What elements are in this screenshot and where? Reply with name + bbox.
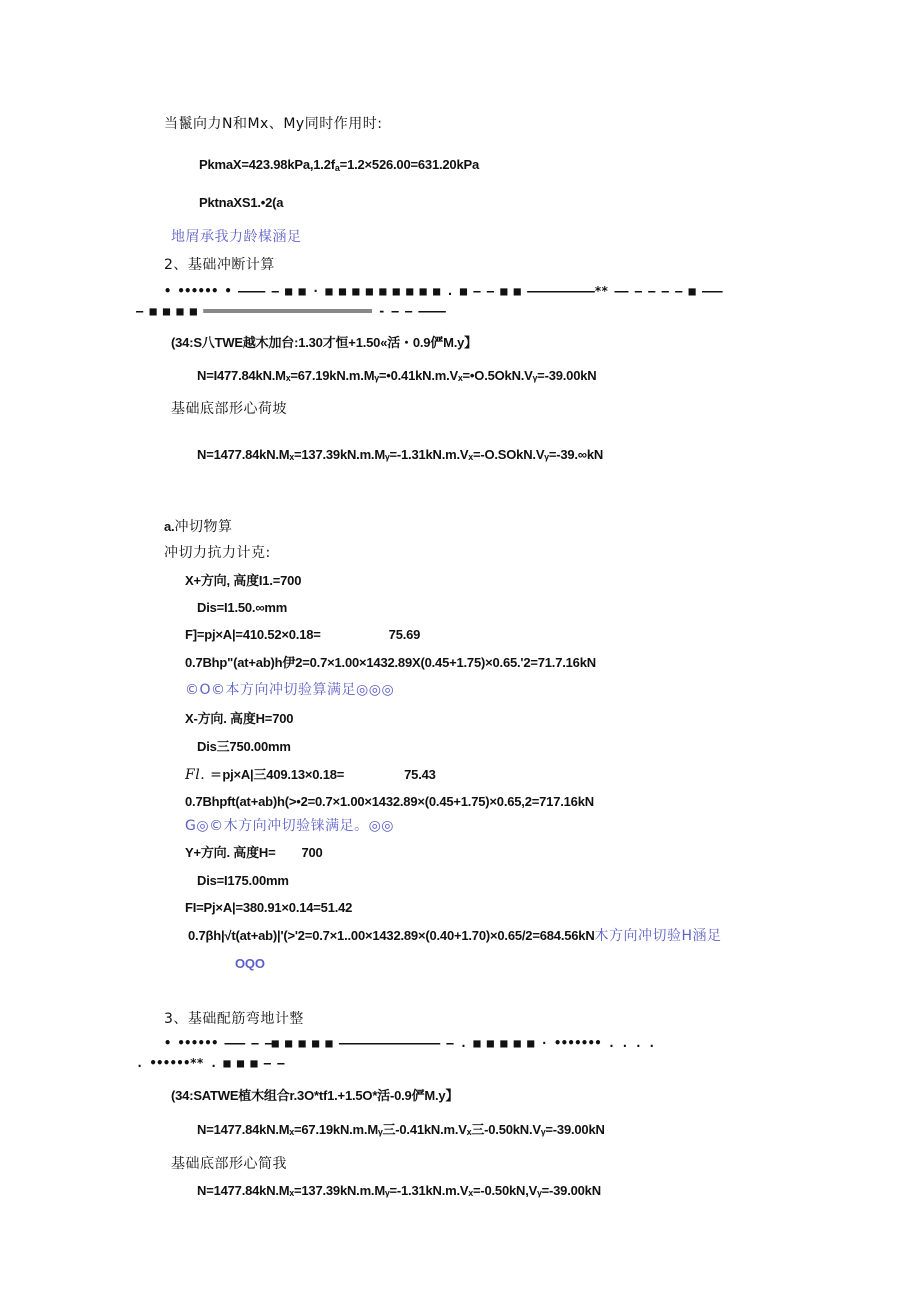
dis-x-minus: Dis三750.00mm	[197, 739, 291, 754]
formula-fl-x-minus: Fl. =pj×A|三409.13×0.18= 75.43	[185, 767, 436, 783]
section-heading-punching: 2、基础冲断计算	[164, 257, 275, 273]
check-ok-y-plus: OQO	[235, 956, 265, 971]
formula-fl-y-plus: FI=Pj×A|=380.91×0.14=51.42	[185, 900, 353, 915]
load-combination-label: (34:S八TWE越木加台:1.30才恒+1.50«活・0.9俨M.y】	[171, 335, 477, 350]
dis-x-plus: Dis=I1.50.∞mm	[197, 600, 288, 615]
text-bearing-ok: 地屑承我力龄楳涵足	[171, 229, 302, 245]
load-values-centroid: N=1477.84kN.Mₓ=137.39kN.m.Mᵧ=-1.31kN.m.Vₓ=-O.SOkN.Vᵧ=-39.∞kN	[197, 447, 604, 462]
text-centroid-load: 基础底部形心荷坡	[171, 401, 287, 417]
load-values: N=I477.84kN.Mₓ=67.19kN.m.Mᵧ=•0.41kN.m.Vₓ=•O.5OkN.Vᵧ=-39.00kN	[197, 368, 597, 383]
direction-y-plus: Y+方向. 高度H= 700	[185, 845, 323, 860]
formula-resistance-y-plus: 0.7βh|√t(at+ab)|'(>'2=0.7×1..00×1432.89×(0.40+1.70)×0.65/2=684.56kN木方向冲切验H涵足	[188, 928, 722, 944]
formula-fl-x-plus: F]=pj×A|=410.52×0.18= 75.69	[185, 627, 421, 642]
direction-x-plus: X+方向, 高度I1.=700	[185, 573, 302, 588]
load-values-centroid-2: N=1477.84kN.Mₓ=137.39kN.m.Mᵧ=-1.31kN.m.Vₓ=-0.50kN,Vᵧ=-39.00kN	[197, 1183, 601, 1198]
separator-line: • •••••• • ———— — ■ ■ · ■ ■ ■ ■ ■ ■ ■ ■ ■ . ■ — — ■ ■ ——————————** —— — — — — ■ ———	[164, 284, 723, 298]
formula-pkmin: PktnaXS1.•2(a	[199, 195, 284, 210]
text-centroid-load-2: 基础底部形心简我	[171, 1156, 287, 1172]
formula-pkmax: $PkmaX=423.98kPa,1.2f_a=1.2\times 526.00=631.20kPa$	[199, 157, 479, 173]
separator-line: — ■ ■ ■ ■ ═════════════════════════ - — — ————	[136, 304, 446, 318]
load-values-2: N=1477.84kN.Mₓ=67.19kN.m.Mᵧ三-0.41kN.m.Vₓ三-0.50kN.Vᵧ=-39.00kN	[197, 1122, 605, 1137]
check-ok-x-plus: ©O©本方向冲切验算满足◎◎◎	[185, 682, 395, 698]
separator-line: • •••••• ——— — —■ ■ ■ ■ ■ ——————————————— — . ■ ■ ■ ■ ■ · ••••••• . . . .	[164, 1036, 655, 1050]
formula-resistance-x-minus: 0.7Bhpft(at+ab)h(>•2=0.7×1.00×1432.89×(0.45+1.75)×0.65,2=717.16kN	[185, 794, 594, 809]
direction-x-minus: X-方向. 高度H=700	[185, 711, 294, 726]
subsection-heading-a: a.冲切物算	[164, 519, 233, 535]
text-load-condition: 当鬣向力N和Mx、My同时作用时:	[164, 116, 383, 132]
text-punching-resistance: 冲切力抗力计克:	[164, 545, 271, 561]
separator-line: . ••••••** . ■ ■ ■ — —	[136, 1056, 284, 1070]
check-ok-x-minus: G◎©木方向冲切验铼满足。◎◎	[185, 818, 394, 834]
section-heading-reinforcement: 3、基础配筋弯地计整	[164, 1011, 304, 1027]
formula-resistance-x-plus: 0.7Bhp"(at+ab)h伊2=0.7×1.00×1432.89X(0.45+1.75)×0.65.'2=71.7.16kN	[185, 655, 596, 670]
dis-y-plus: Dis=I175.00mm	[197, 873, 289, 888]
load-combination-label-2: (34:SATWE植木组合r.3O*tf1.+1.5O*活-0.9俨M.y】	[171, 1088, 459, 1103]
